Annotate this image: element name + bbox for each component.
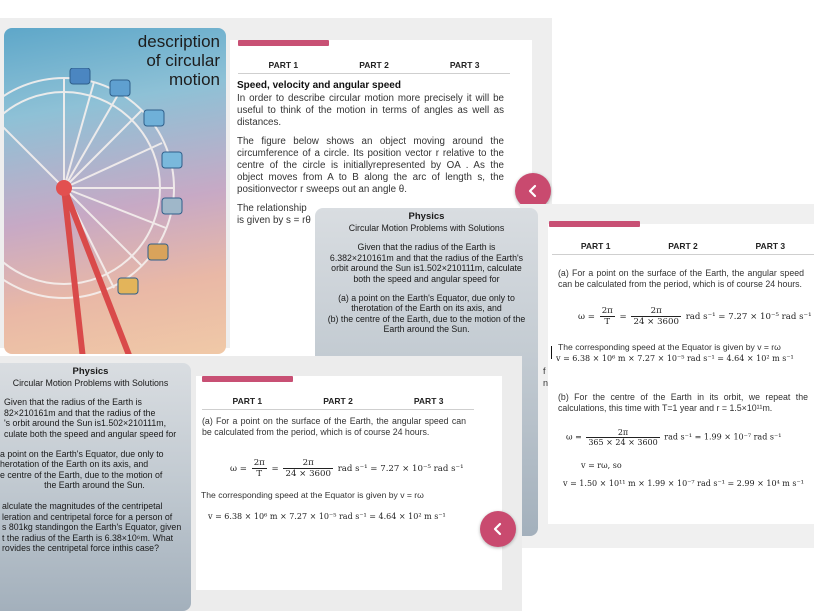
- equation-term: 2π: [283, 458, 332, 469]
- text-line: rovides the centripetal force inthis case?: [2, 543, 159, 554]
- text-line: s 801kg standingon the Earth's Equator, given: [2, 522, 182, 533]
- paragraph: In order to describe circular motion more precisely it will be useful to think of the motion in terms of angles as well as distances.: [237, 93, 504, 128]
- text-line: e centre of the Earth, due to the motion of: [0, 469, 163, 480]
- clipped-text: n: [543, 378, 549, 388]
- problem-item-c: [0, 501, 189, 554]
- text-line: the Earth around the Sun.: [44, 480, 145, 491]
- tab-part-2[interactable]: PART 2: [668, 241, 698, 251]
- text-line: t the radius of the Earth is 6.38×10⁶m. What: [2, 532, 174, 543]
- accent-bar: [238, 40, 329, 46]
- text-line: 's orbit around the Sun is1.502×210111m,: [4, 418, 167, 429]
- text-line: 82×210161m and that the radius of the: [4, 407, 156, 418]
- equation-term: rad s⁻¹ = 7.27 × 10⁻⁵ rad s⁻¹: [337, 464, 464, 474]
- problem-intro: [0, 397, 189, 439]
- text-line: herotation of the Earth on its axis, and: [0, 459, 149, 470]
- solution-part-b: (b) For the centre of the Earth in its orbit, we repeat the calculations, this time with T=1 year and r = 1.5×10¹¹m.: [558, 392, 808, 413]
- hero-title-line: motion: [168, 70, 220, 89]
- chevron-left-icon: [491, 522, 505, 536]
- tab-part-1[interactable]: PART 1: [232, 396, 263, 406]
- panel-subtitle: Circular Motion Problems with Solutions: [348, 222, 505, 233]
- tab-part-3[interactable]: PART 3: [755, 241, 786, 251]
- equation-angular-speed: [230, 458, 464, 479]
- text-line: a point on the Earth's Equator, due only to: [0, 448, 164, 459]
- tab-part-2[interactable]: PART 2: [359, 60, 389, 70]
- tab-part-3[interactable]: PART 3: [449, 60, 480, 70]
- problem-item-b: (b) the centre of the Earth, due to the motion of the Earth around the Sun.: [327, 313, 526, 335]
- problem-item-a: [0, 449, 189, 491]
- hero-title-line: description: [137, 32, 220, 51]
- accent-bar: [549, 221, 640, 227]
- clipped-text: f: [543, 366, 546, 376]
- chevron-left-icon: [526, 184, 540, 198]
- text-line: Given that the radius of the Earth is: [4, 397, 142, 408]
- equation-speed: v = 6.38 × 10⁶ m × 7.27 × 10⁻⁵ rad s⁻¹ = 4.64 × 10² m s⁻¹: [208, 512, 446, 521]
- tab-bar: [552, 241, 814, 255]
- equation-term: rad s⁻¹ = 7.27 × 10⁻⁵ rad s⁻¹: [685, 312, 812, 322]
- paragraph: The figure below shows an object moving around the circumference of a circle. Its position vector r relative to the centre of the circle is initiallyrepresented by OA . As the object moves from A to B along the arc of length s, the positionvector r sweeps out an angle θ.: [237, 136, 504, 195]
- tab-part-3[interactable]: PART 3: [413, 396, 444, 406]
- accent-bar: [202, 376, 293, 382]
- tab-part-1[interactable]: PART 1: [268, 60, 299, 70]
- article-text: [237, 80, 504, 227]
- equation-term: ω =: [566, 432, 582, 442]
- tab-part-2[interactable]: PART 2: [323, 396, 353, 406]
- text-line: alculate the magnitudes of the centripetal: [2, 500, 163, 511]
- equation-term: =: [619, 312, 627, 322]
- equation-term: 2π: [253, 458, 265, 468]
- tab-bar: [238, 60, 510, 74]
- equation-term: 2π: [586, 428, 659, 438]
- equation-term: 2π: [631, 306, 680, 317]
- ferris-wheel-illustration: [4, 68, 194, 354]
- previous-slide-button[interactable]: [480, 511, 516, 547]
- equation-orbital-speed: v = 1.50 × 10¹¹ m × 1.99 × 10⁻⁷ rad s⁻¹ = 2.99 × 10⁴ m s⁻¹: [563, 479, 804, 488]
- solution-part-a: (a) For a point on the surface of the Earth, the angular speed can be calculated from the period, which is of course 24 hours.: [202, 416, 466, 437]
- equation-term: T: [604, 317, 611, 327]
- equation-term: =: [271, 464, 279, 474]
- equation-term: 24 × 3600: [285, 469, 331, 479]
- problem-item-a: (a) a point on the Earth's Equator, due only to therotation of the Earth on its axis, and: [338, 292, 515, 314]
- physics-problem-panel: [0, 363, 191, 611]
- equation-velocity-relation: v = rω, so: [581, 461, 622, 470]
- tab-bar: [202, 396, 474, 410]
- equation-term: T: [256, 469, 263, 479]
- panel-title: Physics: [72, 366, 109, 377]
- equation-speed: v = 6.38 × 10⁶ m × 7.27 × 10⁻⁵ rad s⁻¹ = 4.64 × 10² m s⁻¹: [556, 354, 794, 363]
- panel-title: Physics: [408, 211, 445, 222]
- tab-part-1[interactable]: PART 1: [580, 241, 611, 251]
- text-line: culate both the speed and angular speed for: [4, 428, 177, 439]
- equation-term: 24 × 3600: [633, 317, 679, 327]
- equation-term: rad s⁻¹ = 1.99 × 10⁻⁷ rad s⁻¹: [664, 432, 782, 442]
- hero-image-ferris-wheel: [4, 28, 226, 354]
- equation-term: 2π: [601, 306, 613, 316]
- solution-part-a: (a) For a point on the surface of the Earth, the angular speed can be calculated from the period, which is of course 24 hours.: [558, 268, 804, 289]
- problem-intro: Given that the radius of the Earth is 6.382×210161m and that the radius of the Earth's orbit around the Sun is1.502×210111m, calculate both the speed and angular speed for: [329, 242, 524, 284]
- equation-term: 365 × 24 × 3600: [588, 438, 658, 447]
- section-heading: Speed, velocity and angular speed: [237, 80, 401, 91]
- paragraph: The relationship: [237, 203, 307, 214]
- hero-title-line: of circular: [146, 51, 220, 70]
- text-cursor: [551, 346, 552, 359]
- hero-title: [138, 32, 220, 89]
- equation-term: ω =: [578, 312, 595, 322]
- equation-angular-speed-orbit: [566, 428, 781, 447]
- paragraph: is given by s = rθ: [237, 215, 311, 226]
- equation-angular-speed: [578, 306, 812, 327]
- speed-text: The corresponding speed at the Equator is given by v = rω: [201, 490, 424, 500]
- equation-term: ω =: [230, 464, 247, 474]
- speed-text: The corresponding speed at the Equator is given by v = rω: [558, 342, 781, 352]
- panel-subtitle: Circular Motion Problems with Solutions: [12, 377, 169, 388]
- text-line: leration and centripetal force for a person of: [2, 511, 173, 522]
